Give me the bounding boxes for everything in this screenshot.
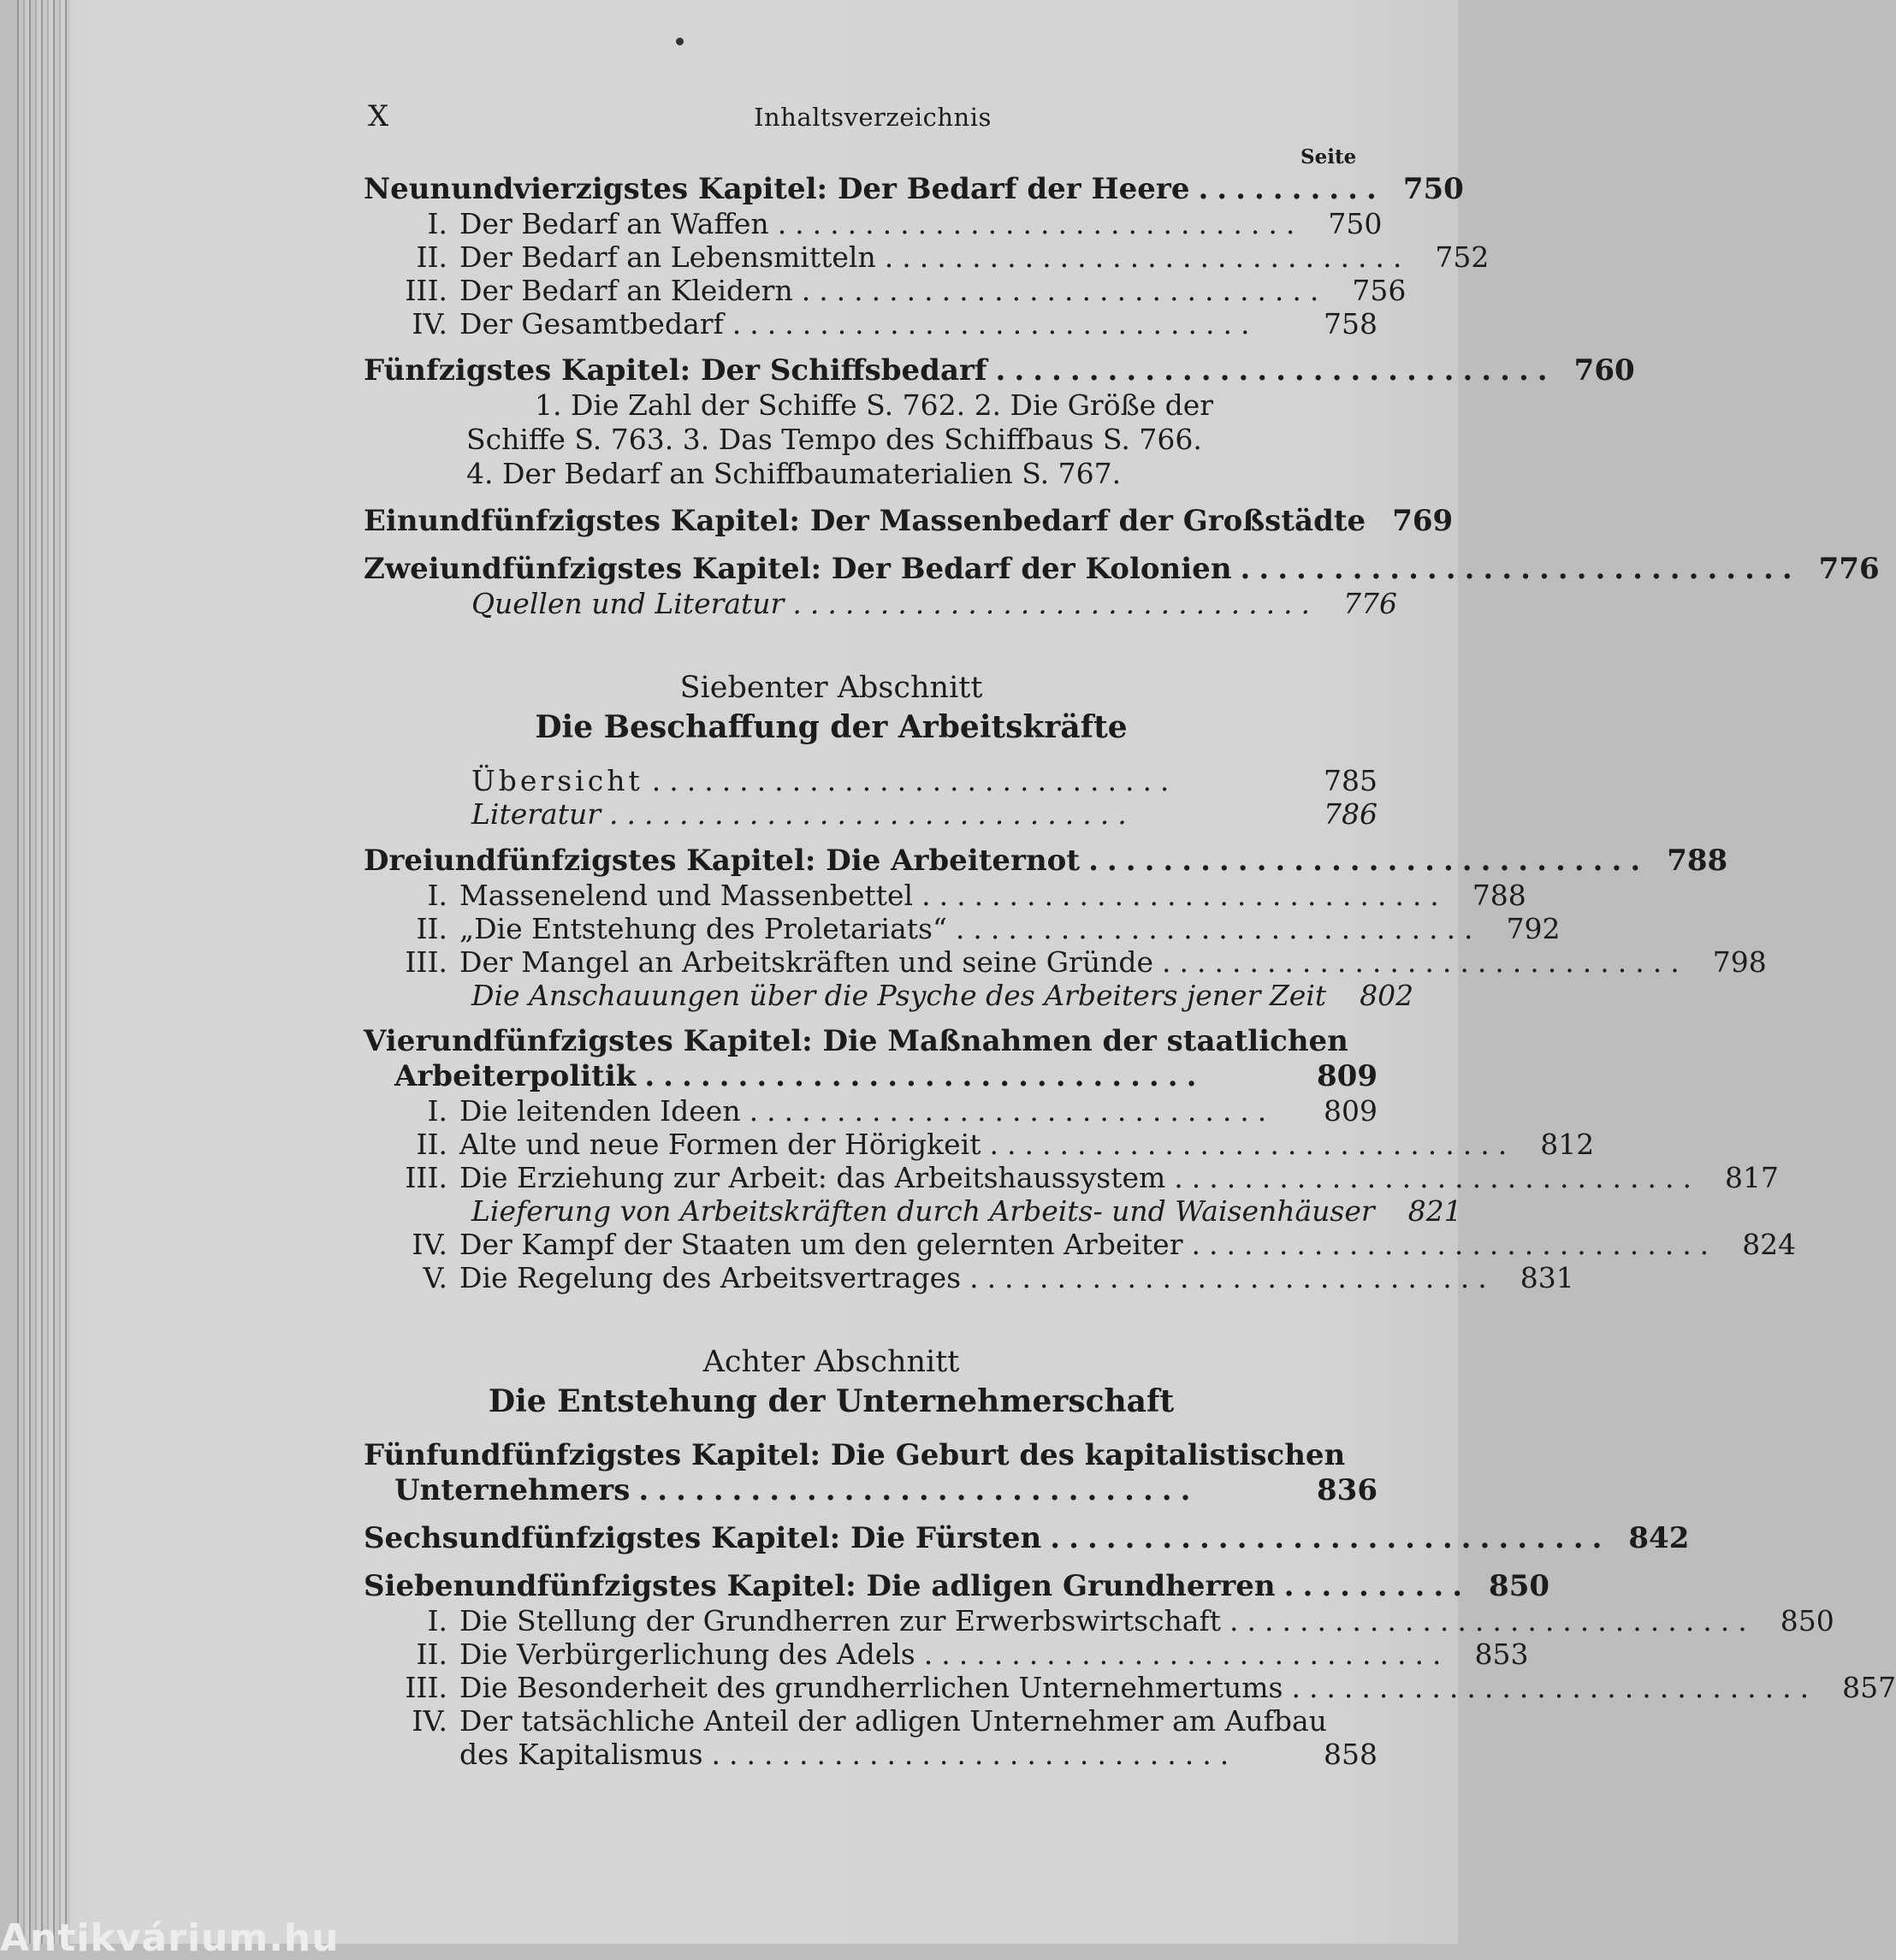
roman-numeral: III. (405, 1671, 447, 1704)
entry-label: Lieferung von Arbeitskräften durch Arbeits- und Waisenhäuser (471, 1194, 1375, 1228)
toc-entry-cont (364, 1738, 1378, 1771)
page-number: 758 (1324, 307, 1378, 340)
chapter-title: Siebenundfünfzigstes Kapitel: Die adligen Grundherren (364, 1569, 1276, 1603)
chapter-title-cont: Unternehmers (394, 1473, 631, 1507)
page-number: 850 (1489, 1569, 1550, 1603)
entry-label: Der Bedarf an Waffen (459, 207, 769, 240)
dot-leader: .......... (1198, 172, 1385, 206)
page-folio: X (368, 99, 389, 133)
toc-chapter (364, 171, 1464, 207)
dot-leader: .............................. (989, 1128, 1516, 1161)
dot-leader: .............................. (644, 1059, 1206, 1093)
entry-label: Der tatsächliche Anteil der adligen Unternehmer am Aufbau (459, 1704, 1327, 1738)
entry-label: Übersicht (471, 764, 643, 797)
toc-entry (364, 1637, 1529, 1671)
dot-leader: .............................. (1240, 552, 1801, 586)
toc-entry (364, 1604, 1834, 1637)
roman-numeral: III. (405, 1161, 447, 1194)
page-number: 842 (1628, 1521, 1690, 1555)
page-number: 760 (1573, 353, 1635, 388)
toc-chapter (364, 1520, 1690, 1556)
toc-chapter (364, 843, 1728, 879)
dot-leader: .............................. (609, 797, 1135, 831)
roman-numeral: IV. (412, 307, 447, 340)
toc-entry (364, 1228, 1797, 1261)
section-heading: Achter Abschnitt (702, 1345, 960, 1379)
toc-entry-italic (364, 587, 1398, 620)
toc-chapter (364, 1568, 1550, 1604)
page-number: 750 (1402, 172, 1464, 206)
chapter-title: Fünfundfünfzigstes Kapitel: Die Geburt des kapitalistischen (364, 1438, 1346, 1472)
dot-leader: .............................. (995, 353, 1556, 388)
dot-leader: .............................. (792, 587, 1319, 620)
dot-leader: .............................. (1050, 1521, 1611, 1555)
roman-numeral: II. (416, 240, 447, 274)
dot-leader: .............................. (1191, 1228, 1718, 1261)
roman-numeral: II. (416, 1128, 447, 1161)
toc-entry-italic (364, 979, 1414, 1012)
page-number: 809 (1317, 1059, 1378, 1093)
dot-leader: .............................. (1162, 945, 1688, 979)
summary-line: 1. Die Zahl der Schiffe S. 762. 2. Die Größe der (535, 388, 1214, 422)
toc-entry (364, 307, 1378, 340)
page-number: 788 (1667, 844, 1728, 878)
toc-entry (364, 240, 1490, 274)
toc-chapter-cont (364, 1472, 1378, 1508)
page-number: 836 (1317, 1473, 1378, 1507)
dot-leader: .............................. (777, 207, 1304, 240)
toc-chapter (364, 551, 1880, 587)
toc-chapter (364, 352, 1635, 388)
roman-numeral: III. (405, 274, 447, 307)
toc-entry (364, 1671, 1896, 1704)
running-title: Inhaltsverzeichnis (754, 103, 992, 132)
page-number: 798 (1712, 945, 1767, 979)
page-number: 824 (1742, 1228, 1797, 1261)
entry-label-cont: des Kapitalismus (459, 1738, 703, 1771)
dot-leader: .............................. (923, 1637, 1450, 1671)
chapter-title: Neunundvierzigstes Kapitel: Der Bedarf der Heere (364, 172, 1190, 206)
roman-numeral: IV. (412, 1704, 447, 1738)
entry-label: Alte und neue Formen der Hörigkeit (459, 1128, 981, 1161)
roman-numeral: III. (405, 945, 447, 979)
chapter-title: Fünfzigstes Kapitel: Der Schiffsbedarf (364, 353, 987, 388)
entry-label: Die Verbürgerlichung des Adels (459, 1637, 915, 1671)
toc-entry (364, 1128, 1595, 1161)
chapter-title: Dreiundfünfzigstes Kapitel: Die Arbeiternot (364, 844, 1081, 878)
roman-numeral: I. (427, 879, 447, 912)
dot-leader: .............................. (1291, 1671, 1818, 1704)
dot-leader: .............................. (884, 240, 1411, 274)
chapter-title: Vierundfünfzigstes Kapitel: Die Maßnahmen der staatlichen (364, 1024, 1348, 1058)
entry-label: Der Kampf der Staaten um den gelernten Arbeiter (459, 1228, 1183, 1261)
page-number: 857 (1842, 1671, 1896, 1704)
watermark: Antikvárium.hu (0, 1916, 340, 1960)
page-number: 817 (1724, 1161, 1779, 1194)
chapter-title-cont: Arbeiterpolitik (394, 1059, 637, 1093)
entry-label: Die Besonderheit des grundherrlichen Unternehmertums (459, 1671, 1283, 1704)
roman-numeral: I. (427, 1094, 447, 1128)
page-number: 858 (1324, 1738, 1378, 1771)
seite-label: Seite (1301, 145, 1357, 169)
book-gutter (17, 0, 70, 1944)
dot-leader: .............................. (1229, 1604, 1756, 1637)
entry-label: Die Anschauungen über die Psyche des Arbeiters jener Zeit (471, 979, 1327, 1012)
page-number: 750 (1328, 207, 1383, 240)
dot-leader: .............................. (638, 1473, 1200, 1507)
chapter-summary (466, 388, 1313, 491)
dot-leader: .............................. (801, 274, 1328, 307)
entry-label: Quellen und Literatur (471, 587, 785, 620)
toc-entry (364, 1704, 1378, 1738)
page-number: 831 (1520, 1261, 1574, 1294)
summary-line: Schiffe S. 763. 3. Das Tempo des Schiffbaus S. 766. (466, 423, 1202, 456)
roman-numeral: II. (416, 1637, 447, 1671)
roman-numeral: I. (427, 1604, 447, 1637)
entry-label: Der Gesamtbedarf (459, 307, 724, 340)
ink-dot (676, 38, 684, 45)
chapter-title: Einundfünfzigstes Kapitel: Der Massenbedarf der Großstädte (364, 504, 1366, 538)
summary-line: 4. Der Bedarf an Schiffbaumaterialien S. 767. (466, 457, 1122, 490)
page-number: 850 (1780, 1604, 1834, 1637)
page-number: 785 (1324, 764, 1378, 797)
toc-entry-italic (364, 797, 1378, 831)
toc-entry (364, 912, 1561, 945)
toc-entry (364, 945, 1767, 979)
section-title: Die Beschaffung der Arbeitskräfte (535, 709, 1128, 745)
entry-label: Die Erziehung zur Arbeit: das Arbeitshaussystem (459, 1161, 1166, 1194)
toc-entry (364, 879, 1526, 912)
toc-entry (364, 207, 1383, 240)
dot-leader: .............................. (749, 1094, 1276, 1128)
toc-chapter (364, 1438, 1378, 1472)
entry-label: Massenelend und Massenbettel (459, 879, 914, 912)
dot-leader: .............................. (955, 912, 1482, 945)
page-number: 802 (1360, 979, 1414, 1012)
page-number: 786 (1324, 797, 1378, 831)
toc-chapter-cont (364, 1058, 1378, 1094)
entry-label: Die Stellung der Grundherren zur Erwerbswirtschaft (459, 1604, 1221, 1637)
page-number: 788 (1472, 879, 1526, 912)
entry-label: Der Bedarf an Lebensmitteln (459, 240, 876, 274)
dot-leader: .............................. (969, 1261, 1496, 1294)
table-of-contents (364, 171, 1896, 1771)
page-number: 752 (1435, 240, 1490, 274)
section-heading: Siebenter Abschnitt (679, 671, 983, 705)
roman-numeral: IV. (412, 1228, 447, 1261)
page-number: 776 (1343, 587, 1398, 620)
page-number: 792 (1506, 912, 1561, 945)
roman-numeral: V. (423, 1261, 447, 1294)
dot-leader: .............................. (651, 764, 1178, 797)
dot-leader: .......... (1283, 1569, 1472, 1603)
page-number: 853 (1474, 1637, 1529, 1671)
dot-leader: .............................. (1088, 844, 1650, 878)
page-number: 776 (1818, 552, 1880, 586)
entry-label: Literatur (471, 797, 601, 831)
entry-label: Der Bedarf an Kleidern (459, 274, 793, 307)
section-title: Die Entstehung der Unternehmerschaft (488, 1383, 1175, 1419)
chapter-title: Zweiundfünfzigstes Kapitel: Der Bedarf der Kolonien (364, 552, 1232, 586)
dot-leader: .............................. (921, 879, 1448, 912)
toc-entry (364, 1094, 1378, 1128)
page-number: 769 (1392, 504, 1454, 538)
chapter-title: Sechsundfünfzigstes Kapitel: Die Fürsten (364, 1521, 1042, 1555)
toc-entry (364, 764, 1378, 797)
dot-leader: .............................. (732, 307, 1259, 340)
toc-entry-italic (364, 1194, 1462, 1228)
toc-chapter (364, 503, 1454, 539)
toc-entry (364, 274, 1407, 307)
page-number: 821 (1407, 1194, 1462, 1228)
dot-leader: .............................. (1174, 1161, 1700, 1194)
dot-leader: .............................. (711, 1738, 1238, 1771)
entry-label: Der Mangel an Arbeitskräften und seine Gründe (459, 945, 1153, 979)
entry-label: Die Regelung des Arbeitsvertrages (459, 1261, 962, 1294)
page-number: 812 (1540, 1128, 1595, 1161)
page-number: 809 (1324, 1094, 1378, 1128)
roman-numeral: II. (416, 912, 447, 945)
toc-chapter (364, 1024, 1378, 1058)
page-number: 756 (1352, 274, 1407, 307)
entry-label: Die leitenden Ideen (459, 1094, 741, 1128)
roman-numeral: I. (427, 207, 447, 240)
entry-label: „Die Entstehung des Proletariats“ (459, 912, 947, 945)
toc-entry (364, 1261, 1574, 1294)
toc-entry (364, 1161, 1779, 1194)
book-page (17, 0, 1896, 1944)
running-head (368, 99, 1378, 142)
